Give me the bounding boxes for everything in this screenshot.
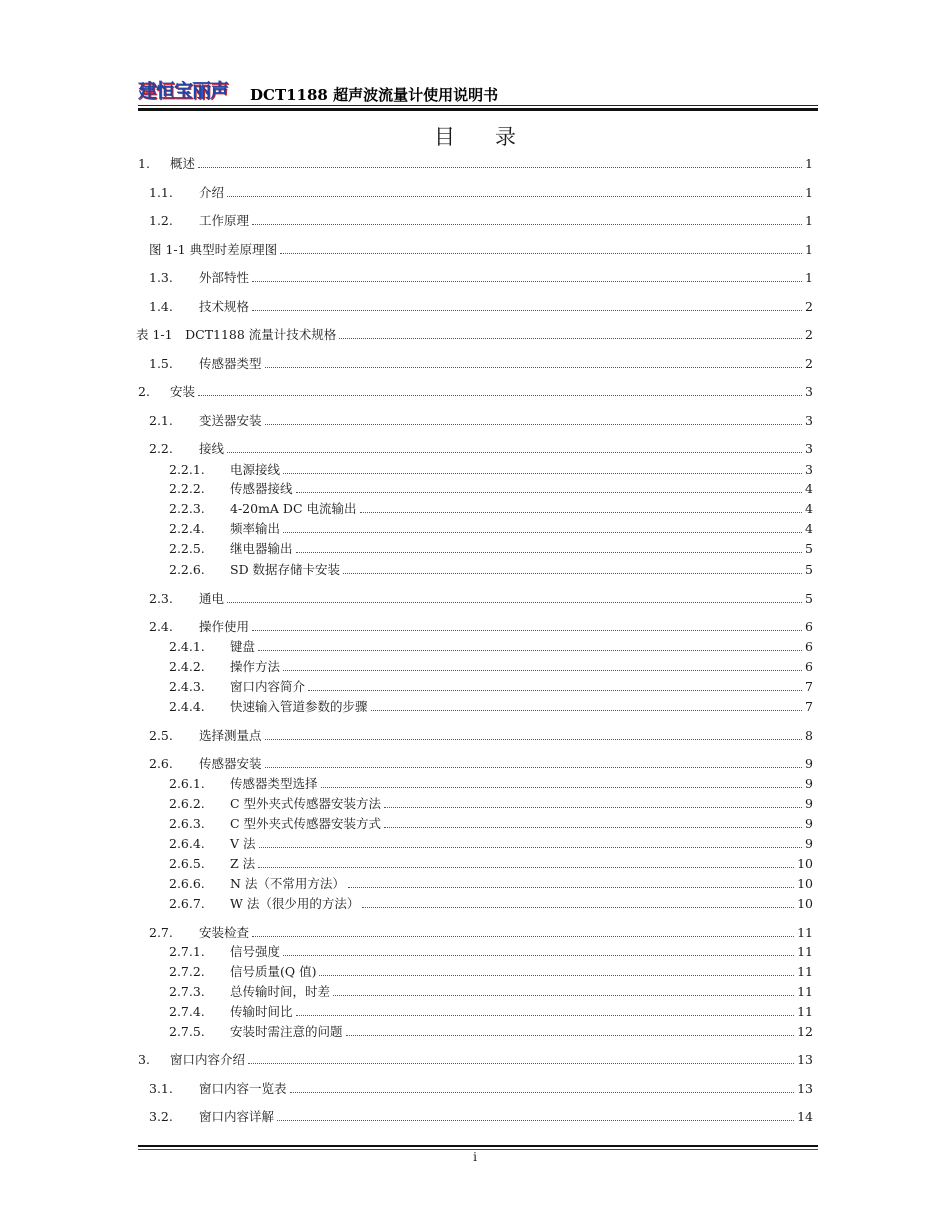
toc-entry-number: 1. [138,156,150,171]
toc-dot-leader [198,167,802,168]
toc-dot-leader [319,975,794,976]
toc-entry-page: 2 [805,299,813,314]
toc-entry-number: 2.7.3. [169,984,205,999]
toc-dot-leader [280,253,802,254]
toc-entry-number: 2.6.4. [169,836,205,851]
toc-entry[interactable] [169,481,813,497]
toc-dot-leader [252,630,802,631]
toc-dot-leader [360,512,803,513]
toc-entry-number: 2.7.2. [169,964,205,979]
toc-dot-leader [252,281,802,282]
toc-entry[interactable] [149,619,813,635]
toc-entry[interactable] [169,521,813,537]
toc-entry-label: 传感器类型选择 [230,776,318,791]
toc-entry-number: 2.4.3. [169,679,205,694]
toc-entry[interactable] [149,1109,813,1125]
toc-entry[interactable] [138,156,813,172]
toc-entry-page: 9 [805,816,813,831]
toc-entry-number: 2.2.2. [169,481,205,496]
toc-entry-number: 2.2.6. [169,562,205,577]
toc-entry-number: 2.6.2. [169,796,205,811]
toc-dot-leader [198,395,802,396]
toc-dot-leader [248,1063,794,1064]
toc-dot-leader [283,670,802,671]
toc-entry-page: 9 [805,836,813,851]
toc-entry-page: 11 [797,925,813,940]
toc-dot-leader [252,936,794,937]
toc-entry[interactable] [138,384,813,400]
toc-entry-label: 介绍 [199,185,225,200]
toc-entry[interactable] [149,413,813,429]
toc-dot-leader [259,847,803,848]
toc-entry-number: 1.1. [149,185,173,200]
toc-entry-page: 7 [805,679,813,694]
toc-entry-label: SD 数据存储卡安装 [230,562,341,577]
toc-entry-label: 信号质量(Q 值) [230,964,317,979]
company-logo: 建恒宝丽声 [138,80,229,102]
toc-entry[interactable] [149,728,813,744]
toc-entry-number: 2. [138,384,150,399]
toc-dot-leader [296,492,803,493]
toc-entry-page: 5 [805,562,813,577]
toc-entry-label: 操作使用 [199,619,250,634]
document-title: DCT1188 超声波流量计使用说明书 [250,86,499,104]
toc-entry-number: 2.7.1. [169,944,205,959]
toc-entry[interactable] [169,699,813,715]
toc-entry-number: 2.6.1. [169,776,205,791]
toc-dot-leader [384,807,802,808]
toc-entry[interactable] [169,796,813,812]
toc-entry-label: 频率输出 [230,521,281,536]
toc-entry-page: 4 [805,481,813,496]
toc-dot-leader [252,310,802,311]
toc-entry[interactable] [169,659,813,675]
toc-entry-number: 2.4.4. [169,699,205,714]
toc-dot-leader [258,650,802,651]
toc-entry-number: 2.7.5. [169,1024,205,1039]
toc-entry-number: 2.4. [149,619,173,634]
toc-dot-leader [384,827,802,828]
toc-entry[interactable] [169,776,813,792]
toc-entry-label: 总传输时间，时差 [230,984,331,999]
toc-entry-page: 11 [797,964,813,979]
toc-entry-label: 外部特性 [199,270,250,285]
toc-entry-page: 2 [805,356,813,371]
toc-entry-page: 3 [805,462,813,477]
toc-dot-leader [296,1015,795,1016]
toc-entry-page: 10 [797,896,813,911]
toc-entry-number: 3. [138,1052,150,1067]
toc-entry-label: V 法 [230,836,256,851]
toc-entry[interactable] [169,541,813,557]
toc-dot-leader [296,552,803,553]
toc-entry-page: 13 [797,1052,813,1067]
toc-dot-leader [343,573,802,574]
toc-entry-page: 6 [805,619,813,634]
toc-entry[interactable] [136,327,813,343]
toc-dot-leader [371,710,803,711]
toc-entry-number: 2.7.4. [169,1004,205,1019]
toc-entry-label: 变送器安装 [199,413,262,428]
toc-entry-label: Z 法 [230,856,256,871]
toc-entry-page: 1 [805,156,813,171]
toc-entry[interactable] [169,816,813,832]
toc-entry-page: 7 [805,699,813,714]
toc-entry-page: 3 [805,441,813,456]
toc-entry-label: 信号强度 [230,944,281,959]
toc-entry-label: 图 1-1 典型时差原理图 [149,242,278,257]
toc-entry-label: 概述 [170,156,196,171]
toc-entry-label: 安装时需注意的问题 [230,1024,343,1039]
page-number: i [473,1150,477,1164]
toc-entry[interactable] [149,441,813,457]
toc-dot-leader [321,787,803,788]
toc-entry-label: 技术规格 [199,299,250,314]
toc-entry[interactable] [149,299,813,315]
toc-dot-leader [265,367,803,368]
toc-entry[interactable] [169,562,813,578]
toc-entry-label: 操作方法 [230,659,281,674]
toc-entry-label: 工作原理 [199,213,250,228]
toc-entry-label: 窗口内容详解 [199,1109,275,1124]
toc-entry[interactable] [169,964,813,980]
toc-entry-label: 快速输入管道参数的步骤 [230,699,368,714]
toc-entry-number: 1.4. [149,299,173,314]
toc-entry-page: 5 [805,591,813,606]
toc-dot-leader [227,602,802,603]
toc-entry[interactable] [169,679,813,695]
toc-dot-leader [252,224,802,225]
toc-entry[interactable] [169,984,813,1000]
toc-entry-number: 3.1. [149,1081,173,1096]
toc-entry-page: 1 [805,213,813,228]
toc-entry[interactable] [169,896,813,912]
toc-dot-leader [339,338,802,339]
toc-entry-label: 传输时间比 [230,1004,293,1019]
toc-entry-number: 2.6.7. [169,896,205,911]
toc-entry-page: 11 [797,984,813,999]
toc-entry-page: 9 [805,776,813,791]
toc-entry[interactable] [169,1024,813,1040]
toc-dot-leader [265,767,803,768]
toc-entry-page: 1 [805,270,813,285]
toc-dot-leader [258,867,794,868]
toc-entry-number: 2.4.1. [169,639,205,654]
toc-dot-leader [265,424,803,425]
toc-entry-label: 窗口内容一览表 [199,1081,287,1096]
toc-entry-page: 10 [797,876,813,891]
toc-entry-page: 1 [805,242,813,257]
toc-entry-page: 8 [805,728,813,743]
toc-entry-number: 2.2.3. [169,501,205,516]
toc-entry-page: 6 [805,639,813,654]
toc-dot-leader [283,473,802,474]
toc-heading: 目录 [434,125,556,149]
toc-entry-number: 2.6.6. [169,876,205,891]
toc-dot-leader [283,532,802,533]
toc-entry-number: 3.2. [149,1109,173,1124]
toc-entry[interactable] [149,356,813,372]
toc-entry-number: 2.2. [149,441,173,456]
toc-dot-leader [283,955,794,956]
toc-entry[interactable] [169,639,813,655]
toc-entry-label: N 法（不常用方法） [230,876,345,891]
toc-entry-label: 窗口内容简介 [230,679,306,694]
toc-entry-label: 窗口内容介绍 [170,1052,246,1067]
toc-entry[interactable] [169,856,813,872]
toc-entry-page: 1 [805,185,813,200]
toc-entry[interactable] [149,242,813,258]
toc-entry-page: 9 [805,756,813,771]
toc-entry-label: C 型外夹式传感器安装方法 [230,796,382,811]
toc-entry[interactable] [169,462,813,478]
toc-entry-label: 通电 [199,591,225,606]
toc-entry-label: 传感器接线 [230,481,293,496]
toc-entry-page: 10 [797,856,813,871]
toc-entry-label: 4-20mA DC 电流输出 [230,501,357,516]
toc-entry-page: 11 [797,1004,813,1019]
toc-dot-leader [362,907,794,908]
toc-entry[interactable] [169,944,813,960]
toc-entry-number: 1.5. [149,356,173,371]
toc-entry-number: 2.2.5. [169,541,205,556]
toc-dot-leader [348,887,794,888]
toc-entry-number: 2.3. [149,591,173,606]
toc-entry-page: 11 [797,944,813,959]
toc-entry-label: 传感器类型 [199,356,262,371]
toc-entry-page: 4 [805,501,813,516]
toc-entry-number: 2.2.4. [169,521,205,536]
toc-dot-leader [227,452,802,453]
toc-entry-number: 2.5. [149,728,173,743]
toc-entry[interactable] [169,876,813,892]
toc-entry[interactable] [149,591,813,607]
toc-entry-number: 2.7. [149,925,173,940]
toc-entry-page: 3 [805,413,813,428]
toc-entry-page: 14 [797,1109,813,1124]
toc-entry[interactable] [169,1004,813,1020]
toc-dot-leader [346,1035,795,1036]
toc-entry-page: 13 [797,1081,813,1096]
toc-entry-label: 接线 [199,441,225,456]
toc-entry-label: 继电器输出 [230,541,293,556]
toc-entry-label: 电源接线 [230,462,281,477]
toc-dot-leader [308,690,802,691]
toc-entry-number: 2.6. [149,756,173,771]
toc-entry-label: 表 1-1 DCT1188 流量计技术规格 [136,327,337,342]
toc-entry-page: 3 [805,384,813,399]
toc-entry-page: 12 [797,1024,813,1039]
toc-dot-leader [333,995,794,996]
toc-entry-label: 选择测量点 [199,728,262,743]
toc-entry-label: 安装检查 [199,925,250,940]
toc-dot-leader [290,1092,795,1093]
toc-entry-page: 4 [805,521,813,536]
toc-entry[interactable] [169,501,813,517]
toc-entry-number: 2.2.1. [169,462,205,477]
toc-entry[interactable] [149,925,813,941]
toc-entry-number: 1.2. [149,213,173,228]
toc-dot-leader [227,196,802,197]
toc-entry-page: 9 [805,796,813,811]
toc-dot-leader [265,739,803,740]
toc-entry[interactable] [149,756,813,772]
toc-entry[interactable] [169,836,813,852]
toc-entry[interactable] [138,1052,813,1068]
toc-dot-leader [277,1120,794,1121]
toc-entry-page: 6 [805,659,813,674]
toc-entry-label: 安装 [170,384,196,399]
toc-entry-page: 2 [805,327,813,342]
toc-entry-number: 2.6.3. [169,816,205,831]
toc-entry-label: C 型外夹式传感器安装方式 [230,816,382,831]
toc-entry-number: 1.3. [149,270,173,285]
footer-rule-thick [138,1145,818,1147]
toc-entry-number: 2.4.2. [169,659,205,674]
toc-entry[interactable] [149,185,813,201]
toc-entry-label: 键盘 [230,639,256,654]
toc-entry-label: W 法（很少用的方法） [230,896,360,911]
toc-entry-number: 2.6.5. [169,856,205,871]
toc-entry[interactable] [149,213,813,229]
toc-entry-number: 2.1. [149,413,173,428]
toc-entry-page: 5 [805,541,813,556]
toc-entry[interactable] [149,1081,813,1097]
toc-entry-label: 传感器安装 [199,756,262,771]
toc-entry[interactable] [149,270,813,286]
